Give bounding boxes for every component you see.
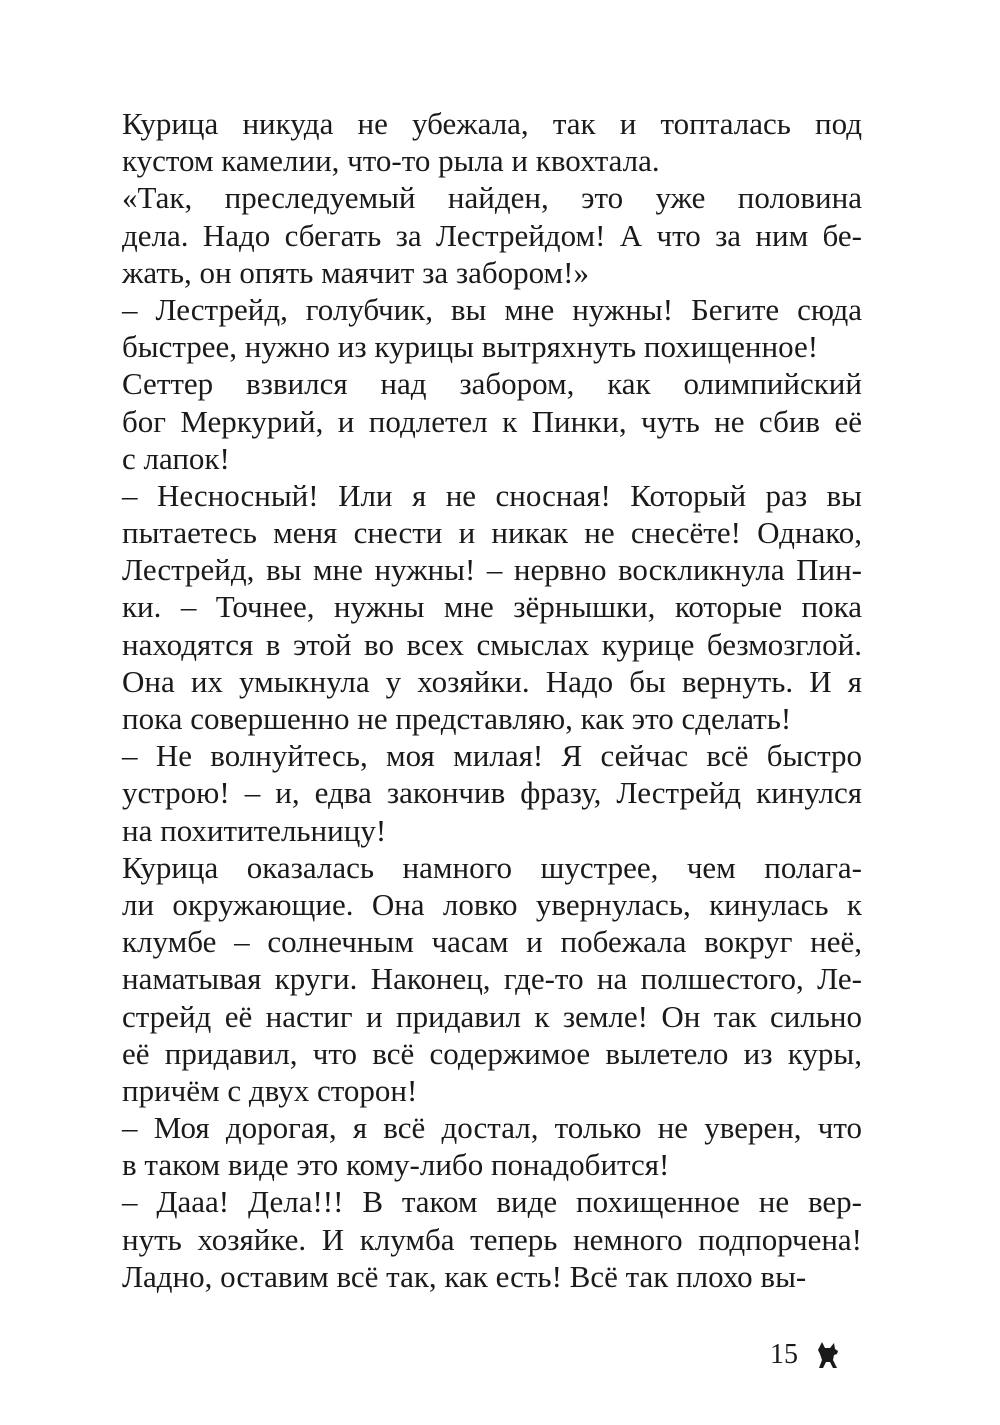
- text-line: стрейд её настиг и придавил к земле! Он так сильно: [122, 998, 862, 1034]
- text-line: жать, он опять маячит за забором!»: [122, 254, 589, 290]
- paragraph: [122, 737, 862, 849]
- body-text: [122, 105, 862, 1295]
- text-line: Курица никуда не убежала, так и топталась под: [122, 106, 862, 141]
- text-line: быстрее, нужно из курицы вытряхнуть похищенное!: [122, 329, 819, 365]
- text-line: находятся в этой во всех смыслах курице безмозглой.: [122, 626, 862, 662]
- text-line: ки. – Точнее, нужны мне зёрнышки, которые пока: [122, 589, 862, 625]
- text-line: «Так, преследуемый найден, это уже половина: [122, 180, 862, 216]
- text-line: бог Меркурий, и подлетел к Пинки, чуть не сбив её: [122, 403, 862, 439]
- text-line: – Лестрейд, голубчик, вы мне нужны! Бегите сюда: [122, 291, 862, 327]
- paragraph: [122, 105, 862, 179]
- text-line: Курица оказалась намного шустрее, чем полага-: [122, 849, 862, 885]
- text-line: Она их умыкнула у хозяйки. Надо бы вернуть. И я: [122, 663, 862, 699]
- text-line: пытаетесь меня снести и никак не снесёте! Однако,: [122, 515, 862, 551]
- text-line: клумбе – солнечным часам и побежала вокруг неё,: [122, 924, 862, 960]
- text-line: на похитительницу!: [122, 812, 387, 848]
- text-line: – Моя дорогая, я всё достал, только не уверен, что: [122, 1110, 862, 1146]
- paragraph: [122, 365, 862, 477]
- text-line: с лапок!: [122, 440, 230, 476]
- text-line: кустом камелии, что-то рыла и квохтала.: [122, 143, 660, 179]
- paragraph: [122, 1109, 862, 1183]
- paragraph: [122, 849, 862, 1109]
- page-number: 15: [770, 1339, 798, 1370]
- dog-icon: [816, 1340, 842, 1370]
- paragraph: [122, 1183, 862, 1295]
- paragraph: [122, 179, 862, 291]
- text-line: Лестрейд, вы мне нужны! – нервно воскликнула Пин-: [122, 552, 862, 588]
- text-line: наматывая круги. Наконец, где-то на полшестого, Ле-: [122, 961, 862, 997]
- text-line: причём с двух сторон!: [122, 1072, 418, 1108]
- text-line: – Не волнуйтесь, моя милая! Я сейчас всё быстро: [122, 738, 862, 774]
- text-line: нуть хозяйке. И клумба теперь немного подпорчена!: [122, 1221, 862, 1257]
- text-line: дела. Надо сбегать за Лестрейдом! А что за ним бе-: [122, 217, 862, 253]
- paragraph: [122, 291, 862, 365]
- text-line: Ладно, оставим всё так, как есть! Всё так плохо вы-: [122, 1258, 807, 1294]
- text-line: в таком виде это кому-либо понадобится!: [122, 1147, 670, 1183]
- text-line: Сеттер взвился над забором, как олимпийский: [122, 366, 862, 402]
- text-line: ли окружающие. Она ловко увернулась, кинулась к: [122, 886, 862, 922]
- paragraph: [122, 477, 862, 737]
- text-line: её придавил, что всё содержимое вылетело из куры,: [122, 1035, 862, 1071]
- text-line: пока совершенно не представляю, как это сделать!: [122, 701, 792, 736]
- text-line: – Несносный! Или я не сносная! Который раз вы: [122, 477, 862, 513]
- page-footer: [770, 1335, 842, 1375]
- text-line: устрою! – и, едва закончив фразу, Лестрейд кинулся: [122, 775, 862, 811]
- text-line: – Дааа! Дела!!! В таком виде похищенное не вер-: [122, 1184, 862, 1220]
